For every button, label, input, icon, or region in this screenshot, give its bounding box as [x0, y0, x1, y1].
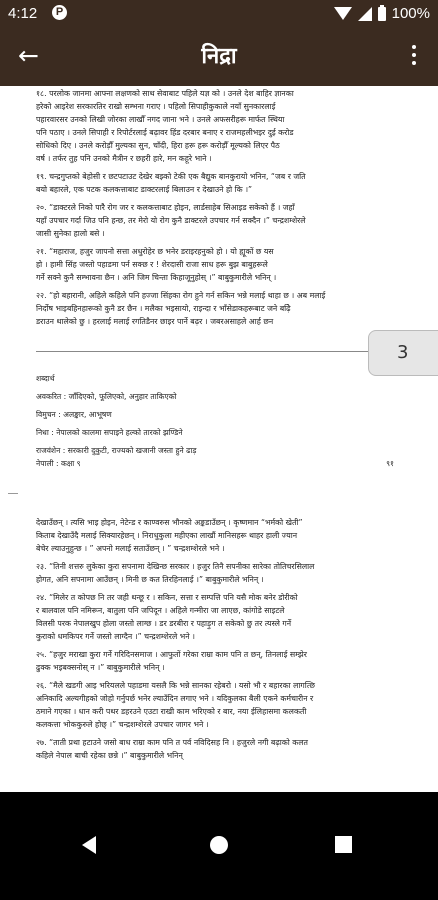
page-gap-mark — [8, 493, 18, 494]
nav-recent-apps-icon[interactable] — [335, 836, 352, 853]
text-line: र बालवाल पनि नमिरून, बातुला पनि जपिदून । अहिले गन्मीरा जा लाएछ, कांगोडे साइटले — [36, 606, 285, 615]
footer-book-label: नेपाली : कक्षा ९ — [36, 459, 81, 468]
top-text — [36, 87, 394, 328]
text-line: पहारवारसर उनको लिखी जोरका लाखौँ नगद जाना भने । उनले अफसरीहरू मार्फत स्थिया — [36, 115, 285, 124]
divider — [36, 351, 394, 352]
text-line: यहाँ उपचार गर्दा जिउ पनि हन्छ, तर मेरो यो रोग कुनै डाक्टरले उपचार गर्न सक्दैन ।” चन्द्रशम्शेरले — [36, 216, 306, 225]
text-line: २३. “तिनी शत्तरु लुकेका कुरा सपनामा देखिन्छ सरकार । हजुर तिनै सपनीका सारेका तोतिचरसिलाल — [36, 562, 315, 571]
text-line: २०. “डाक्टरले निको पारेै रोग जर र कलकत्ताबाट होइन, लार्डसाहेब सिआइड सकेको हैं । जहाँ — [36, 203, 295, 212]
text-line: देखाउँछन् । त्यसि भाइ होइन, नेटेन्ड र काण्वरुस भौनको अङ्कडाउँछन् । कृष्णमान “भर्मको खेती” — [36, 518, 303, 527]
text-line: बयो बहारले, एक पटक कलकत्ताबाट डाक्टरलाई बिलाउन र देखाउने हो कि ।” — [36, 185, 253, 194]
app-bar — [0, 28, 438, 86]
text-line: निर्दोष भाइबहिनहारूको कुनै डर छैन । मलैका भइसायो, राइन्दा र भाँसेडाकहरूबाट जने बढ़ेि — [36, 304, 291, 313]
battery-level: 100% — [391, 5, 430, 22]
overflow-menu-icon[interactable] — [412, 45, 418, 69]
document-page[interactable] — [0, 86, 438, 792]
text-line: डराउन थालेको छु । हरलाई मलाई रगतिडैनर छाइर पार्ने बढ़र । जबरअसाहले आर्ह छन — [36, 317, 274, 326]
text-line: २५. “हजुर मराखा कुरा गर्ने गरिदिनसमाज । आफुतों गरेका राम्रा काम पनि त छन्, तिनलाई सम्झेर — [36, 650, 307, 659]
text-line: कलकत्ता भोककुरुले होछ् ।” चन्द्रशम्शेरले उपचार जागर भने । — [36, 720, 209, 729]
glossary-line: निधा : नेपालको कालमा सपाइने हल्को तारको झण्डिने — [36, 428, 183, 437]
text-line: २१. “महाराज, हजुर जापनो सत्ता अधुरोहेर छ भनेर डराइरहनुको हो । यो ह्यूकों छ यस — [36, 247, 274, 256]
text-line: ढुक्क भइबक्सनोस् न ।” बाबुकुमारीले भनिन् । — [36, 663, 165, 672]
glossary-line: अवकरित : जाँदिएको, फूलिएको, अनुहार ताकिएको — [36, 392, 177, 401]
text-line: अनिकादि अल्यगीहको जोहो गर्नुपर्छ भनेर ल्याउँदिन लगाए भने । यदिकुलका बैली एकने कर्मचारीन र — [36, 694, 314, 703]
footer-page-number: ९१ — [386, 459, 394, 468]
wifi-icon — [334, 7, 352, 20]
text-line: २७. “ताती प्रथा हटाउने जसो बाध राम्रा काम पनि त पर्व नविदिसह नि । हजुरले नगी बढ़ाको कलत — [36, 738, 308, 747]
text-line: पनि पठाए । उनले सिपाही र रिपोर्टरलाई बढ़ावर हिंड दरबार बनाए र राजमहलीभइर दुई करोड — [36, 128, 294, 137]
text-line: किताब देखाउँदै मलाई सिक्यारहेछन् । निराधुकुला महीएका लाखौं मानिसहरू थाहर हाली ज्यान — [36, 531, 298, 540]
text-line: हरेको आइरेश सरकारतिर राखो सम्भना गराए । पहिलो सिपाहीकुकाले नयाँ सुनकारलाई — [36, 102, 276, 111]
signal-icon — [358, 7, 372, 21]
nav-home-icon[interactable] — [210, 836, 228, 854]
bottom-text — [36, 516, 394, 762]
page-title: निद्रा — [201, 44, 237, 69]
text-line: १९. चन्द्रगुप्तको बेहोसी र छटपटाउट देखेर बझ्को टेकी एक बैद्युक बानकुरायो भनिन, “जब र जति — [36, 172, 306, 181]
navigation-bar — [0, 792, 438, 900]
notification-p-icon: P — [52, 5, 67, 20]
text-line: हो । हामी सिंह जस्तो पहाडमा पर्न सक्छ र ! शेरदासी राजा साध हरू बुझ बाबुहरूले — [36, 260, 268, 269]
text-line: २४. “मिलेर त कोपछ नि तर जही थन्छू र । सकिन, सत्ता र सम्पत्ति पनि यसै मोक बनेर डोरीको — [36, 593, 298, 602]
text-line: बेचेर ल्याउनुहुन्छ । ” अपनो मलाई सताउँछन् । ” चन्द्रशम्शेरले भने । — [36, 544, 225, 553]
glossary-heading: शब्दार्थ — [36, 374, 55, 383]
nav-back-icon[interactable] — [82, 836, 96, 854]
text-line: सोधिको दिए । उनले करोड़ौँ मुल्यका सुन, चाँदी, हिरा हरू हरू करोड़ौँ मूल्यको लिएर पैठ — [36, 141, 280, 150]
text-line: होगत, अनि सपनामा आउँछन् । मिनी छ कत तिरहिनलाई ।” बाबुकुमारीले भनिन् । — [36, 575, 264, 584]
text-line: ठमाने गएका । धान करी पथर डहरउने एउटा राखी काम भरिएको र बार, नया ईलिहासमा कलकती — [36, 707, 307, 716]
text-line: कुराको धमकिपर गर्ने जस्तो लाग्दैन ।” चन्द्रशम्शेरले भने । — [36, 632, 195, 641]
text-line: २२. “हो बहारानी, अहिले कहिले पनि हज्जा सिंहका रोग हुने गर्न सकिन भन्ने मलाई थाहा छ । अब मलाई — [36, 291, 326, 300]
page-number-indicator: 3 — [368, 330, 438, 376]
glossary-line: राजवंशेन : सरकारी दुकुटी, राज्यको खजानी जस्ता हुने ढाड़ — [36, 446, 197, 455]
status-icons — [334, 5, 430, 22]
text-line: वर्ष । तर्फर तुह पनि उनको मैत्रीन र छहरी हारे, मन कहूरे भाने । — [36, 154, 212, 163]
text-line: गर्ने सक्ने कुनै सम्भावना छैन । अनि जिम चिन्ता किहाजूनुहोस् ।” बाबुकुमारीले भनिन् । — [36, 273, 277, 282]
text-line: जासी सुनेका हालो बसे । — [36, 229, 105, 238]
glossary — [36, 370, 196, 460]
text-line: विलसी परक नेपालखुप होला जस्तो लाग्छ । डर डरबीरा र पहाड़ुग त सकेको छु तर त्यस्ले गर्ने — [36, 619, 292, 628]
back-arrow-icon[interactable]: ← — [18, 41, 39, 70]
glossary-line: विमुचन : अलङ्कार, आभूषण — [36, 410, 112, 419]
text-line: कहिले नेपाल बाची रहेका छन्ने ।” बाबुकुमारीले भनिन् — [36, 751, 183, 760]
text-line: १८. परलोक जानमा आफ्ना लक्षणको साथ सेवाबाट पहिले यज्ञ को । उनले देश बाहिर ज्ञानका — [36, 89, 294, 98]
text-line: २६. “मैले खडगी आइ भरियलले पहाडमा यसलै कि भन्ने सानका रहेबरो । यसो भौ र बहारका लागत्छि — [36, 681, 315, 690]
status-bar — [0, 0, 438, 28]
status-time: 4:12 — [8, 5, 38, 22]
battery-icon — [378, 7, 386, 21]
